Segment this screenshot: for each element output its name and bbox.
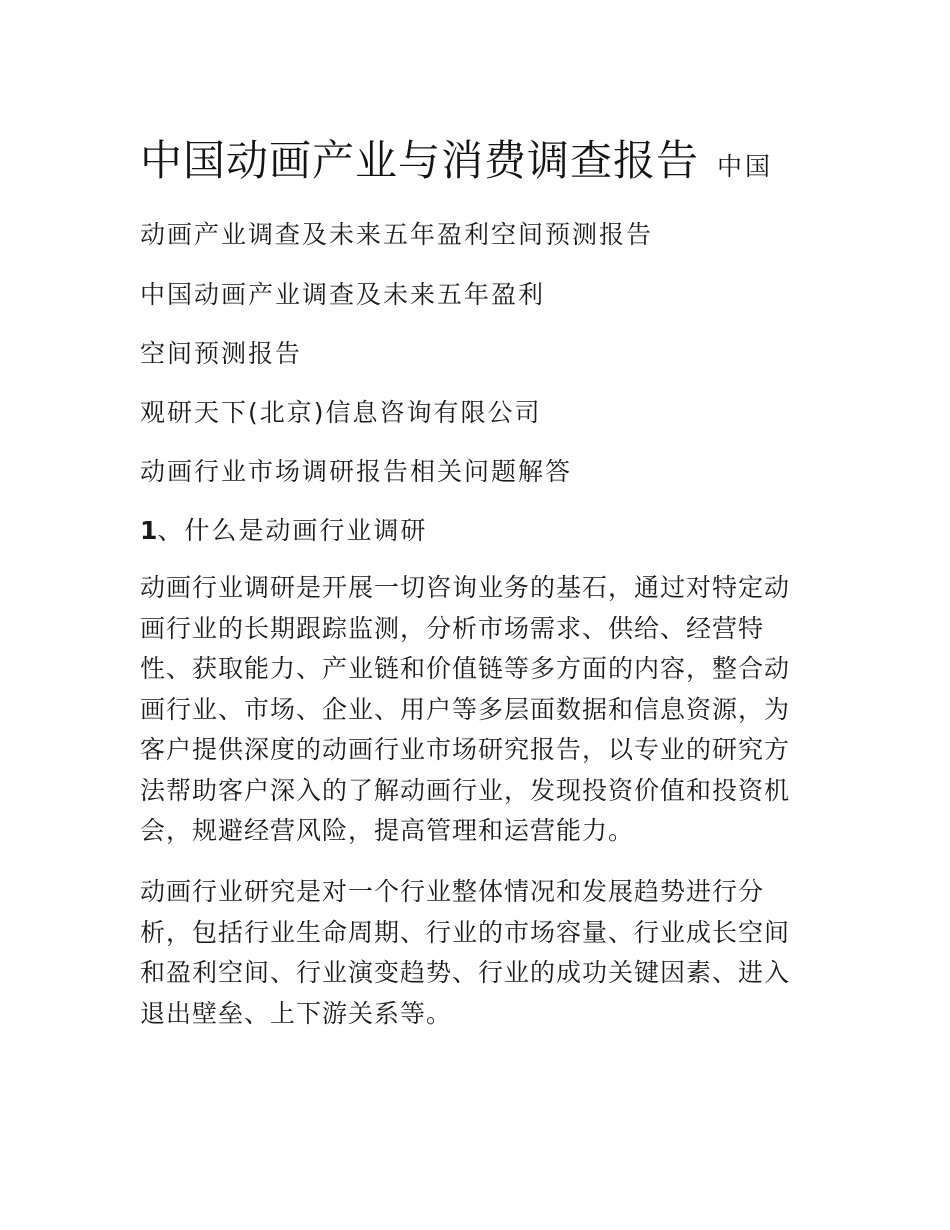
paragraph-1: 动画行业调研是开展一切咨询业务的基石，通过对特定动画行业的长期跟踪监测，分析市场需求、供给、经营特性、获取能力、产业链和价值链等多方面的内容，整合动画行业、市场、企业、用户等多层面数据和信息资源，为客户提供深度的动画行业市场研究报告，以专业的研究方法帮助客户深入的了解动画行业，发现投资价值和投资机会，规避经营风险，提高管理和运营能力。 [140,573,791,845]
title-main: 中国动画产业与消费调查报告 [140,136,700,185]
document-title [140,128,773,188]
question-heading [140,511,427,547]
paragraph-2: 动画行业研究是对一个行业整体情况和发展趋势进行分析，包括行业生命周期、行业的市场容量、行业成长空间和盈利空间、行业演变趋势、行业的成功关键因素、进入退出壁垒、上下游关系等。 [140,877,791,1028]
subtitle-2: 中国动画产业调查及未来五年盈利 [140,280,546,309]
question-number: 1 [140,516,158,545]
section-heading: 动画行业市场调研报告相关问题解答 [140,457,573,486]
question-text: 、什么是动画行业调研 [157,516,428,545]
title-tail: 中国 [717,152,774,181]
subtitle-3: 空间预测报告 [140,339,303,368]
company-name: 观研天下(北京)信息咨询有限公司 [140,398,542,427]
subtitle-1: 动画产业调查及未来五年盈利空间预测报告 [140,220,654,249]
